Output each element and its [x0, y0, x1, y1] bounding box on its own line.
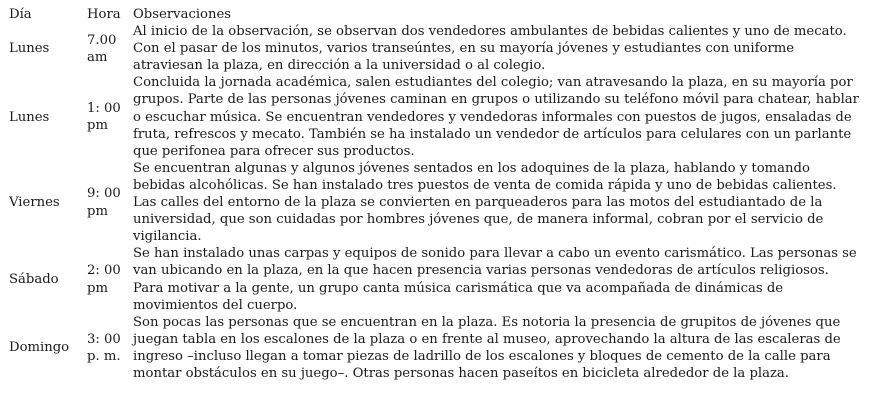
- cell-hora: 1: 00 pm: [87, 101, 121, 134]
- cell-observacion: Al inicio de la observación, se observan dos vendedores ambulantes de bebidas calientes y uno de mecato. Con el pasar de los minutos, varios transeúntes, en su mayoría jóvenes y estudiantes con uniforme atraviesan la plaza, en dirección a la universidad o al colegio.: [133, 24, 847, 74]
- header-row: [9, 6, 859, 23]
- observation-table: [9, 6, 859, 382]
- cell-dia: Lunes: [9, 109, 50, 125]
- cell-dia: Domingo: [9, 340, 70, 356]
- cell-hora: 7.00 am: [87, 32, 117, 65]
- cell-observacion: Son pocas las personas que se encuentran en la plaza. Es notoria la presencia de grupitos de jóvenes que juegan tabla en los escalones de la plaza o en frente al museo, aprovechando la altura de las escaleras de ingreso –incluso llegan a tomar piezas de ladrillo de los escalones y bloques de cemento de la calle para montar obstáculos en su juego–. Otras personas hacen paseítos en bicicleta alrededor de la plaza.: [133, 314, 841, 381]
- cell-dia: Viernes: [9, 195, 60, 211]
- table-row: [9, 245, 859, 313]
- cell-hora: 2: 00 pm: [87, 263, 121, 296]
- table-row: [9, 23, 859, 74]
- cell-observacion: Se han instalado unas carpas y equipos de sonido para llevar a cabo un evento carismático. Las personas se van ubicando en la plaza, en la que hacen presencia varias personas vendedoras de artículos religiosos. Para motivar a la gente, un grupo canta música carismática que va acompañada de dinámicas de movimientos del cuerpo.: [133, 246, 857, 313]
- cell-dia: Lunes: [9, 41, 50, 57]
- header-dia: Día: [9, 7, 32, 22]
- table-row: [9, 314, 859, 382]
- cell-hora: 9: 00 pm: [87, 186, 121, 219]
- table-row: [9, 160, 859, 245]
- header-hora: Hora: [87, 7, 121, 22]
- cell-observacion: Concluida la jornada académica, salen estudiantes del colegio; van atravesando la plaza, en su mayoría por grupos. Parte de las personas jóvenes caminan en grupos o utilizando su teléfono móvil para chatear, hablar o escuchar música. Se encuentran vendedores y vendedoras informales con puestos de jugos, ensaladas de fruta, refrescos y mecato. También se ha instalado un vendedor de artículos para celulares con un parlante que perifonea para ofrecer sus productos.: [133, 75, 859, 159]
- cell-dia: Sábado: [9, 271, 59, 287]
- cell-hora: 3: 00 p. m.: [87, 331, 121, 364]
- table-row: [9, 74, 859, 159]
- cell-observacion: Se encuentran algunas y algunos jóvenes sentados en los adoquines de la plaza, hablando y tomando bebidas alcohólicas. Se han instalado tres puestos de venta de comida rápida y uno de bebidas calientes. Las calles del entorno de la plaza se convierten en parqueaderos para las motos del estudiantado de la universidad, que son cuidadas por hombres jóvenes que, de manera informal, cobran por el servicio de vigilancia.: [133, 160, 837, 245]
- header-observaciones: Observaciones: [133, 7, 232, 22]
